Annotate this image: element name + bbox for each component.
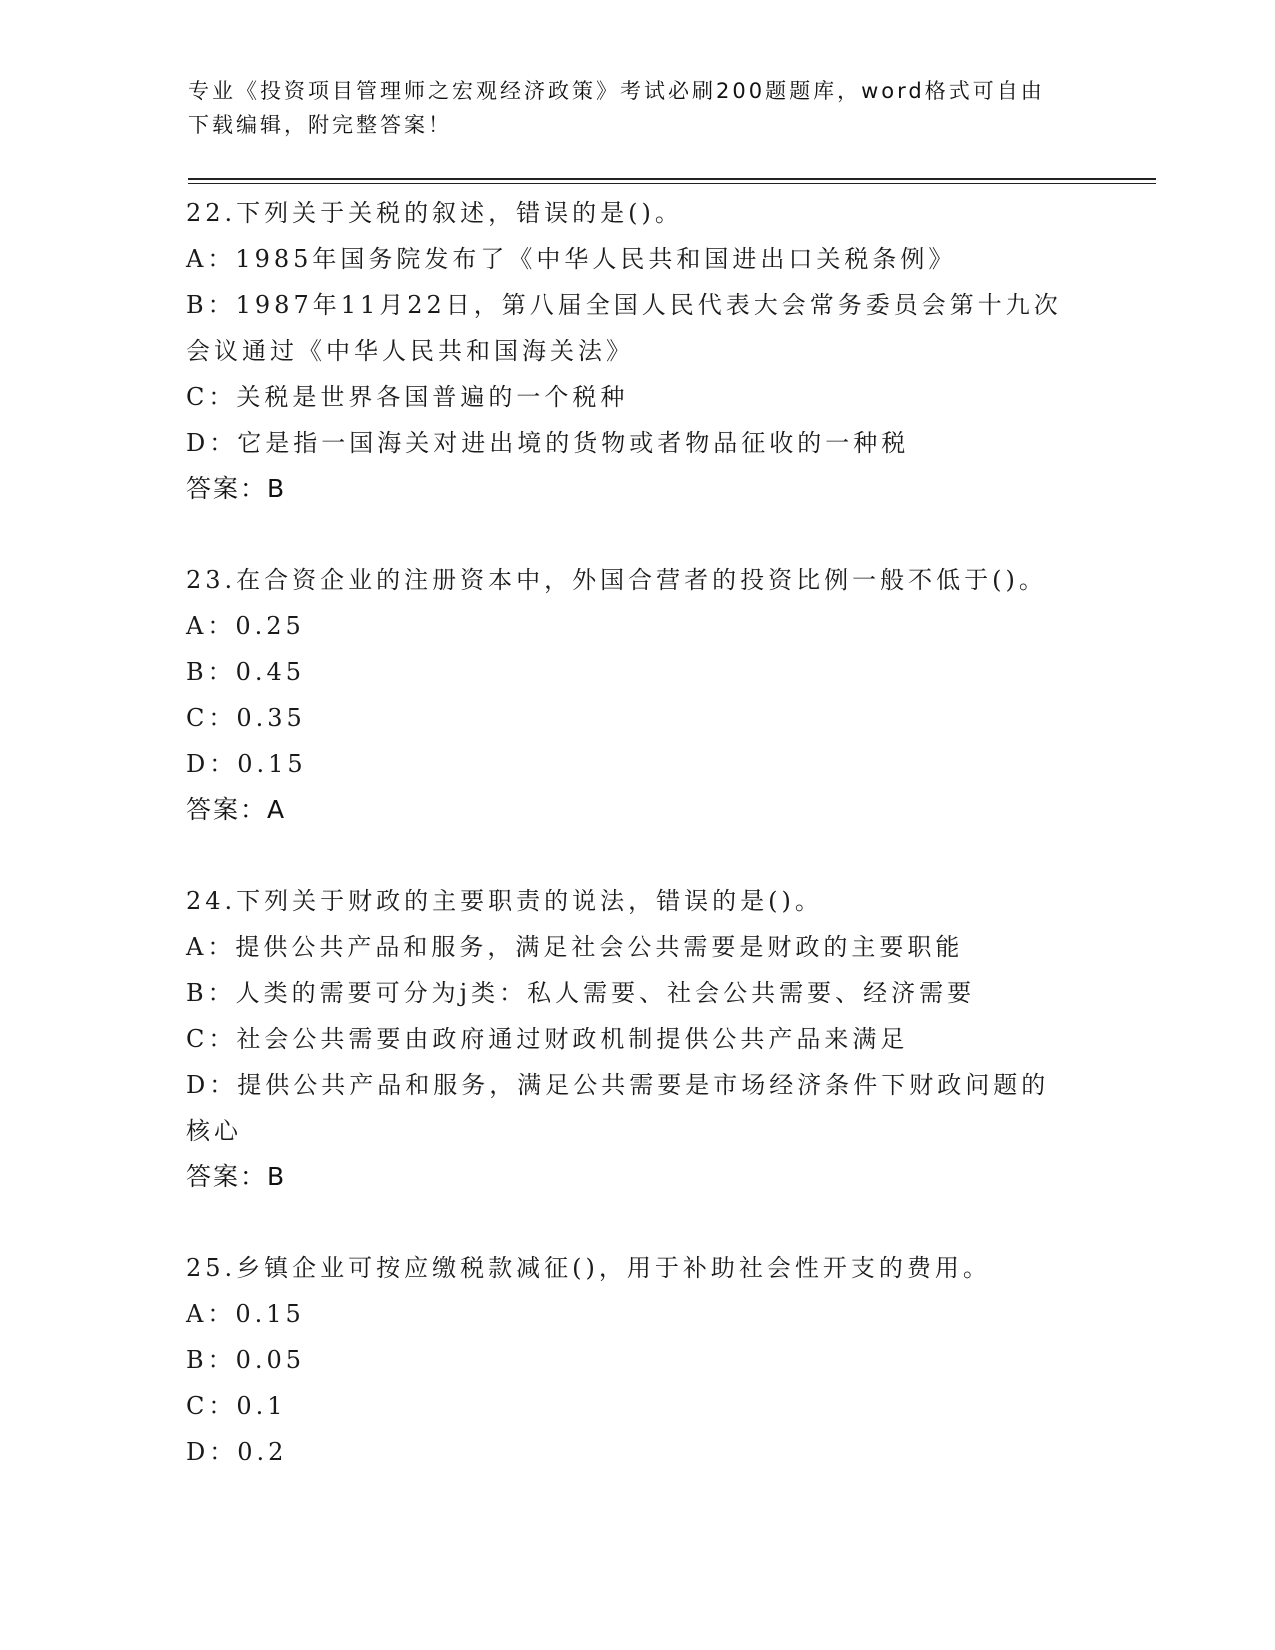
option-d-continued: 核心 [186, 1117, 242, 1145]
answer: 答案：A [186, 795, 287, 824]
question-stem: 25.乡镇企业可按应缴税款减征()，用于补助社会性开支的费用。 [186, 1254, 991, 1282]
answer: 答案：B [186, 474, 287, 503]
answer: 答案：B [186, 1162, 287, 1191]
option-c: C：关税是世界各国普遍的一个税种 [186, 383, 629, 411]
option-a: A：1985年国务院发布了《中华人民共和国进出口关税条例》 [186, 245, 957, 273]
document-header [188, 74, 1068, 142]
header-line-1: 专业《投资项目管理师之宏观经济政策》考试必刷200题题库，word格式可自由 [188, 79, 1045, 103]
spacer [186, 512, 1086, 557]
header-line-2: 下载编辑，附完整答案！ [188, 113, 452, 137]
option-a: A：0.25 [186, 612, 305, 640]
option-c: C：社会公共需要由政府通过财政机制提供公共产品来满足 [186, 1025, 909, 1053]
question-list [186, 190, 1086, 1475]
option-a: A：提供公共产品和服务，满足社会公共需要是财政的主要职能 [186, 933, 964, 961]
question-25 [186, 1245, 1086, 1475]
option-d: D：提供公共产品和服务，满足公共需要是市场经济条件下财政问题的 [186, 1071, 1050, 1099]
question-stem: 24.下列关于财政的主要职责的说法，错误的是()。 [186, 887, 823, 915]
question-23 [186, 557, 1086, 833]
option-b: B：1987年11月22日，第八届全国人民代表大会常务委员会第十九次 [186, 291, 1062, 319]
question-stem: 22.下列关于关税的叙述，错误的是()。 [186, 199, 683, 227]
header-rule-thick [188, 178, 1156, 180]
option-b: B：0.05 [186, 1346, 306, 1374]
spacer [186, 833, 1086, 878]
question-22 [186, 190, 1086, 512]
option-b: B：人类的需要可分为j类：私人需要、社会公共需要、经济需要 [186, 979, 976, 1007]
option-d: D：它是指一国海关对进出境的货物或者物品征收的一种税 [186, 429, 910, 457]
spacer [186, 1200, 1086, 1245]
option-a: A：0.15 [186, 1300, 305, 1328]
header-rule-thin [188, 183, 1156, 184]
option-c: C：0.1 [186, 1392, 287, 1420]
option-c: C：0.35 [186, 704, 306, 732]
question-stem: 23.在合资企业的注册资本中，外国合营者的投资比例一般不低于()。 [186, 566, 1047, 594]
option-b-continued: 会议通过《中华人民共和国海关法》 [186, 337, 634, 365]
option-b: B：0.45 [186, 658, 306, 686]
question-24 [186, 878, 1086, 1200]
option-d: D：0.15 [186, 750, 307, 778]
option-d: D：0.2 [186, 1438, 288, 1466]
